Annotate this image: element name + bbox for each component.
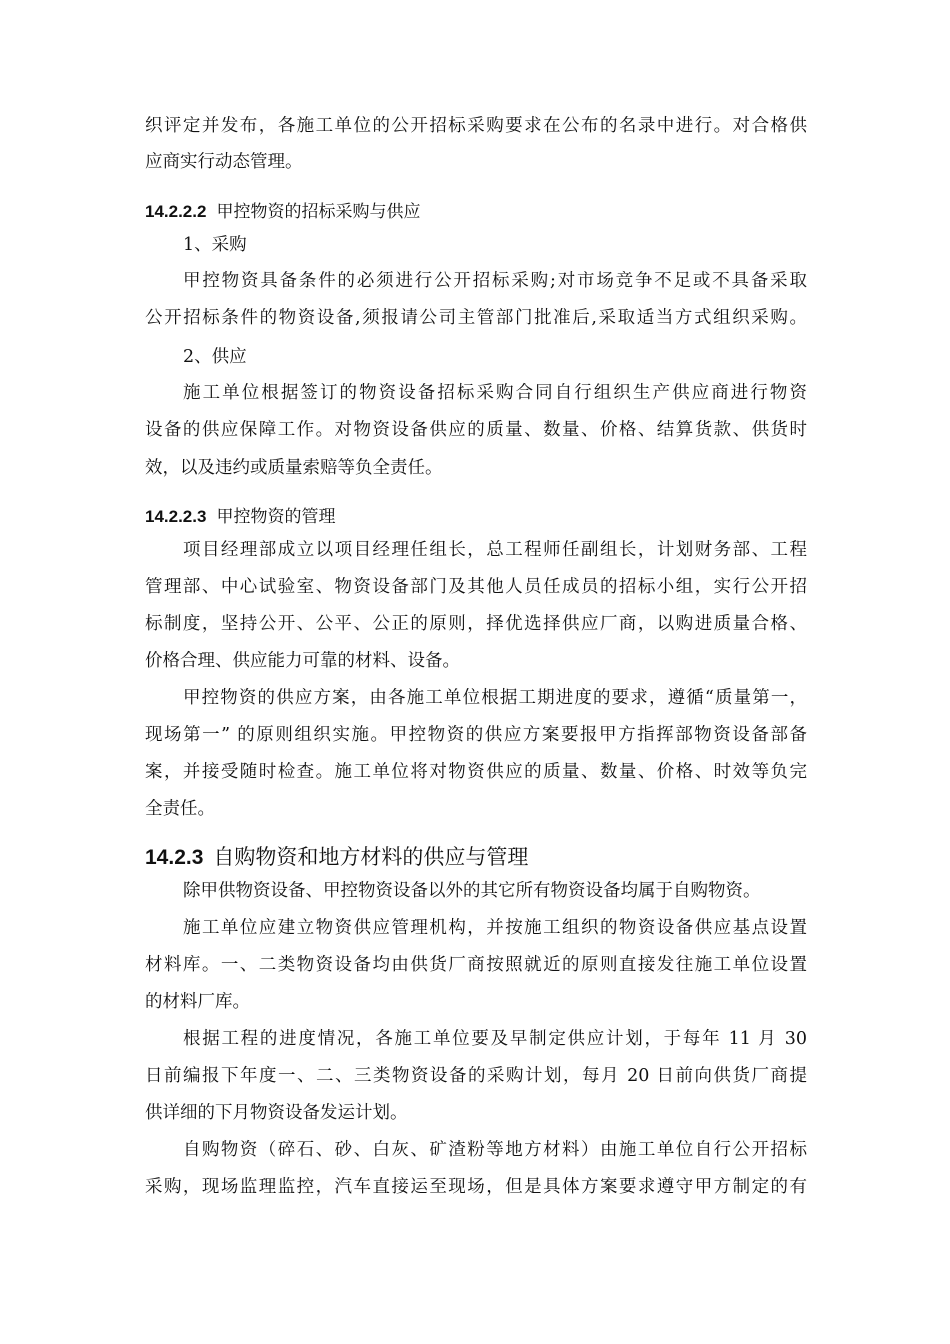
paragraph-line: 织评定并发布，各施工单位的公开招标采购要求在公布的名录中进行。对合格供 <box>145 116 807 136</box>
paragraph-line: 采购，现场监理监控，汽车直接运至现场，但是具体方案要求遵守甲方制定的有 <box>145 1177 807 1197</box>
paragraph-line: 除甲供物资设备、甲控物资设备以外的其它所有物资设备均属于自购物资。 <box>183 881 761 901</box>
paragraph-line: 根据工程的进度情况，各施工单位要及早制定供应计划，于每年 11 月 30 <box>183 1029 807 1049</box>
paragraph-line: 全责任。 <box>145 799 215 819</box>
paragraph-line: 标制度，坚持公开、公平、公正的原则，择优选择供应厂商，以购进质量合格、 <box>145 614 807 634</box>
paragraph-line: 施工单位根据签订的物资设备招标采购合同自行组织生产供应商进行物资 <box>183 383 807 403</box>
paragraph-line: 现场第一” 的原则组织实施。甲控物资的供应方案要报甲方指挥部物资设备部备 <box>145 725 807 745</box>
paragraph-line: 的材料厂库。 <box>145 992 250 1012</box>
list-item-label: 1、采购 <box>183 235 247 255</box>
section-title: 甲控物资的招标采购与供应 <box>216 202 421 222</box>
paragraph-line: 甲控物资的供应方案，由各施工单位根据工期进度的要求，遵循“质量第一， <box>183 688 807 708</box>
paragraph-line: 材料库。一、二类物资设备均由供货厂商按照就近的原则直接发往施工单位设置 <box>145 955 807 975</box>
paragraph-line: 管理部、中心试验室、物资设备部门及其他人员任成员的招标小组，实行公开招 <box>145 577 807 597</box>
paragraph-line: 应商实行动态管理。 <box>145 152 303 172</box>
paragraph-line: 设备的供应保障工作。对物资设备供应的质量、数量、价格、结算货款、供货时 <box>145 420 807 440</box>
paragraph-line: 效，以及违约或质量索赔等负全责任。 <box>145 458 443 478</box>
section-number: 14.2.2.3 <box>145 507 207 526</box>
paragraph-line: 项目经理部成立以项目经理任组长，总工程师任副组长，计划财务部、工程 <box>183 540 807 560</box>
section-title: 甲控物资的管理 <box>216 507 336 527</box>
section-number: 14.2.2.2 <box>145 202 207 221</box>
section-heading-14-2-3 <box>145 843 807 872</box>
paragraph-line: 价格合理、供应能力可靠的材料、设备。 <box>145 651 460 671</box>
section-heading-14-2-2-2 <box>145 200 807 224</box>
section-title: 自购物资和地方材料的供应与管理 <box>213 845 529 869</box>
list-item-label: 2、供应 <box>183 347 247 367</box>
paragraph-line: 施工单位应建立物资供应管理机构，并按施工组织的物资设备供应基点设置 <box>183 918 807 938</box>
paragraph-line: 自购物资（碎石、砂、白灰、矿渣粉等地方材料）由施工单位自行公开招标 <box>183 1140 807 1160</box>
paragraph-line: 日前编报下年度一、二、三类物资设备的采购计划，每月 20 日前向供货厂商提 <box>145 1066 807 1086</box>
paragraph-line: 案，并接受随时检查。施工单位将对物资供应的质量、数量、价格、时效等负完 <box>145 762 807 782</box>
section-heading-14-2-2-3 <box>145 505 807 529</box>
section-number: 14.2.3 <box>145 846 204 869</box>
paragraph-line: 甲控物资具备条件的必须进行公开招标采购;对市场竞争不足或不具备采取 <box>183 271 807 291</box>
paragraph-line: 供详细的下月物资设备发运计划。 <box>145 1103 408 1123</box>
paragraph-line: 公开招标条件的物资设备,须报请公司主管部门批准后,采取适当方式组织采购。 <box>145 308 807 328</box>
